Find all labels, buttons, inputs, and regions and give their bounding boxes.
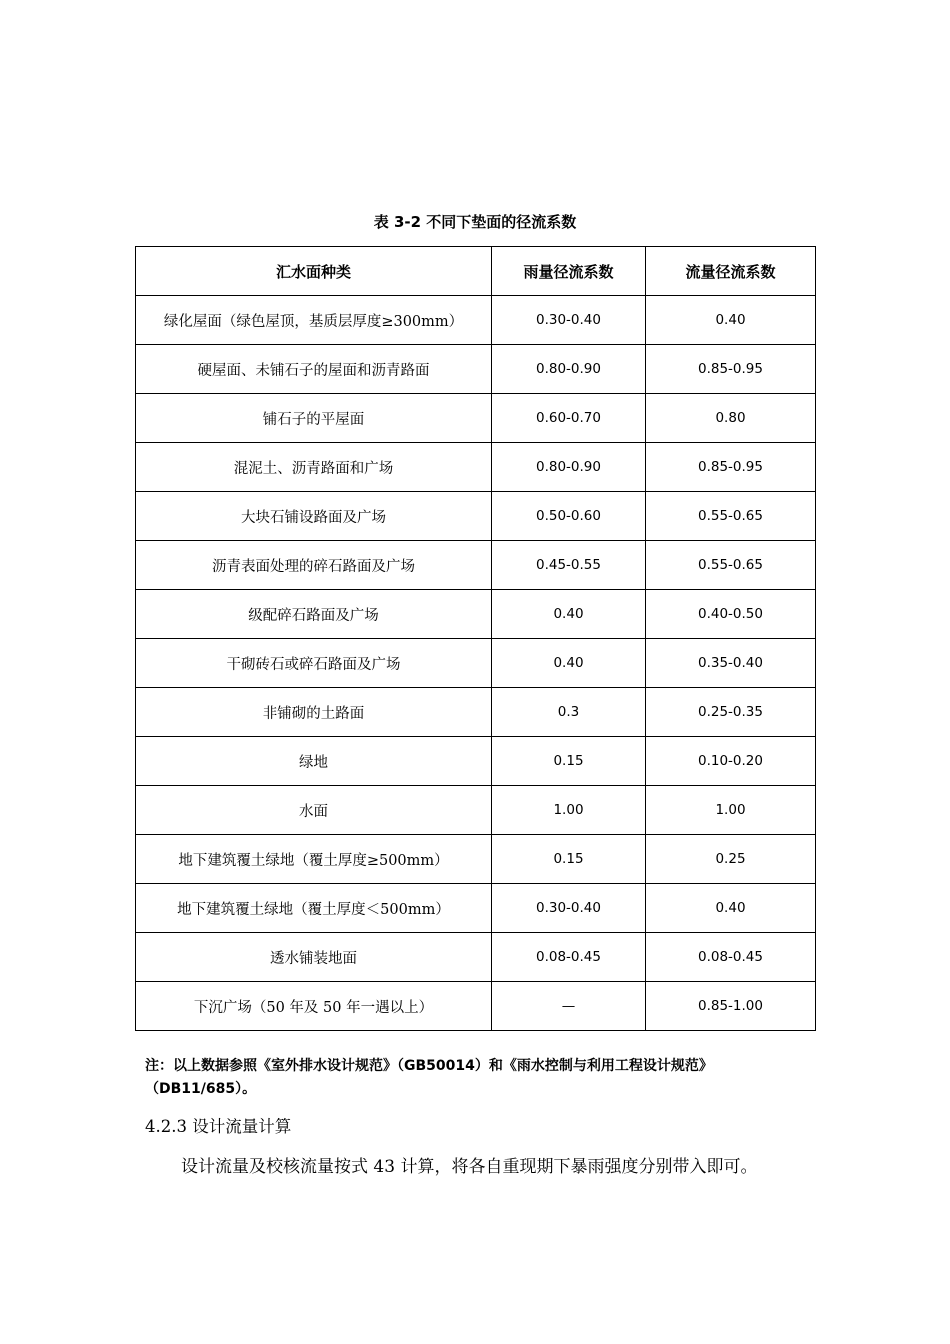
cell-surface-type: 沥青表面处理的碎石路面及广场 xyxy=(136,541,492,590)
header-rainfall-coefficient: 雨量径流系数 xyxy=(492,247,646,296)
cell-flow-coefficient: 0.25-0.35 xyxy=(646,688,816,737)
header-surface-type: 汇水面种类 xyxy=(136,247,492,296)
cell-rainfall-coefficient: 0.15 xyxy=(492,835,646,884)
table-caption: 表 3-2 不同下垫面的径流系数 xyxy=(373,213,577,231)
cell-surface-type: 级配碎石路面及广场 xyxy=(136,590,492,639)
cell-rainfall-coefficient: 0.50-0.60 xyxy=(492,492,646,541)
cell-rainfall-coefficient: 0.40 xyxy=(492,590,646,639)
cell-flow-coefficient: 0.85-0.95 xyxy=(646,443,816,492)
header-flow-coefficient: 流量径流系数 xyxy=(646,247,816,296)
cell-rainfall-coefficient: 0.80-0.90 xyxy=(492,345,646,394)
cell-flow-coefficient: 0.40 xyxy=(646,884,816,933)
cell-surface-type: 透水铺装地面 xyxy=(136,933,492,982)
cell-flow-coefficient: 1.00 xyxy=(646,786,816,835)
cell-flow-coefficient: 0.25 xyxy=(646,835,816,884)
table-row xyxy=(136,835,816,884)
cell-surface-type: 地下建筑覆土绿地（覆土厚度≥500mm） xyxy=(136,835,492,884)
cell-rainfall-coefficient: — xyxy=(492,982,646,1031)
table-row xyxy=(136,737,816,786)
cell-surface-type: 大块石铺设路面及广场 xyxy=(136,492,492,541)
cell-flow-coefficient: 0.35-0.40 xyxy=(646,639,816,688)
cell-surface-type: 下沉广场（50 年及 50 年一遇以上） xyxy=(136,982,492,1031)
cell-flow-coefficient: 0.55-0.65 xyxy=(646,492,816,541)
table-header-row xyxy=(136,247,816,296)
cell-rainfall-coefficient: 0.40 xyxy=(492,639,646,688)
cell-surface-type: 混泥土、沥青路面和广场 xyxy=(136,443,492,492)
cell-rainfall-coefficient: 0.15 xyxy=(492,737,646,786)
cell-rainfall-coefficient: 0.08-0.45 xyxy=(492,933,646,982)
cell-flow-coefficient: 0.85-1.00 xyxy=(646,982,816,1031)
cell-flow-coefficient: 0.10-0.20 xyxy=(646,737,816,786)
cell-rainfall-coefficient: 0.3 xyxy=(492,688,646,737)
cell-surface-type: 硬屋面、未铺石子的屋面和沥青路面 xyxy=(136,345,492,394)
table-row xyxy=(136,296,816,345)
table-row xyxy=(136,786,816,835)
cell-flow-coefficient: 0.40-0.50 xyxy=(646,590,816,639)
cell-flow-coefficient: 0.85-0.95 xyxy=(646,345,816,394)
table-row xyxy=(136,394,816,443)
cell-rainfall-coefficient: 1.00 xyxy=(492,786,646,835)
cell-rainfall-coefficient: 0.30-0.40 xyxy=(492,884,646,933)
cell-surface-type: 非铺砌的土路面 xyxy=(136,688,492,737)
table-row xyxy=(136,590,816,639)
cell-flow-coefficient: 0.08-0.45 xyxy=(646,933,816,982)
cell-surface-type: 绿地 xyxy=(136,737,492,786)
cell-flow-coefficient: 0.55-0.65 xyxy=(646,541,816,590)
cell-rainfall-coefficient: 0.45-0.55 xyxy=(492,541,646,590)
table-body xyxy=(136,296,816,1031)
cell-surface-type: 地下建筑覆土绿地（覆土厚度＜500mm） xyxy=(136,884,492,933)
cell-rainfall-coefficient: 0.30-0.40 xyxy=(492,296,646,345)
body-paragraph: 设计流量及校核流量按式 43 计算，将各自重现期下暴雨强度分别带入即可。 xyxy=(181,1157,758,1177)
cell-surface-type: 铺石子的平屋面 xyxy=(136,394,492,443)
table-row xyxy=(136,884,816,933)
table-row xyxy=(136,541,816,590)
table-note: 注：以上数据参照《室外排水设计规范》（GB50014）和《雨水控制与利用工程设计规范》（DB11/685）。 xyxy=(145,1058,713,1097)
cell-rainfall-coefficient: 0.60-0.70 xyxy=(492,394,646,443)
cell-surface-type: 水面 xyxy=(136,786,492,835)
table-row xyxy=(136,688,816,737)
cell-rainfall-coefficient: 0.80-0.90 xyxy=(492,443,646,492)
table-row xyxy=(136,982,816,1031)
section-heading: 4.2.3 设计流量计算 xyxy=(145,1117,292,1136)
table-row xyxy=(136,492,816,541)
table-row xyxy=(136,443,816,492)
runoff-coefficient-table xyxy=(135,246,816,1031)
cell-surface-type: 干砌砖石或碎石路面及广场 xyxy=(136,639,492,688)
table-row xyxy=(136,345,816,394)
cell-flow-coefficient: 0.80 xyxy=(646,394,816,443)
table-row xyxy=(136,933,816,982)
table-row xyxy=(136,639,816,688)
cell-surface-type: 绿化屋面（绿色屋顶，基质层厚度≥300mm） xyxy=(136,296,492,345)
cell-flow-coefficient: 0.40 xyxy=(646,296,816,345)
